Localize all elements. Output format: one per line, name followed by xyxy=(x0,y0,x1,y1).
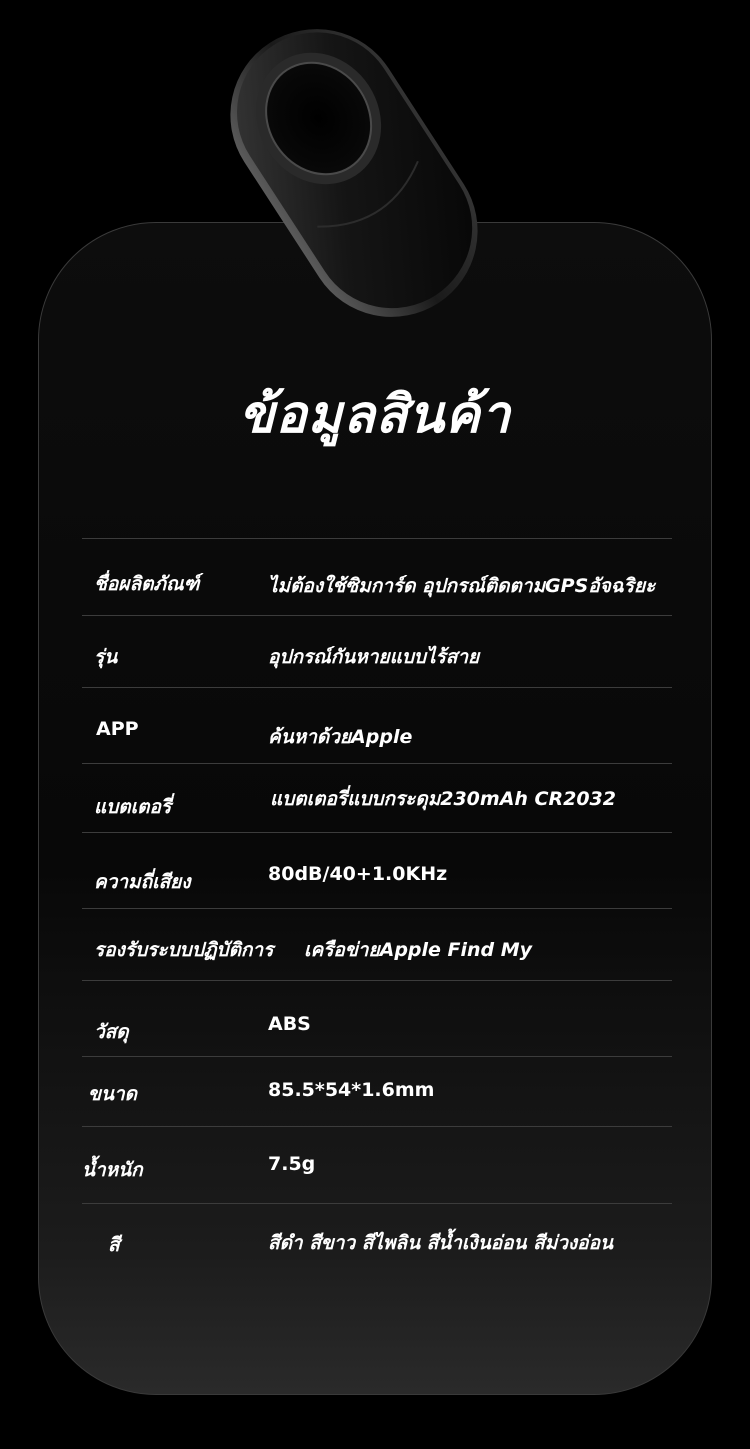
spec-label: น้ำหนัก xyxy=(82,1159,143,1181)
spec-label: แบตเตอรี่ xyxy=(94,796,172,818)
spec-label: รุ่น xyxy=(94,646,118,668)
spec-row-os xyxy=(82,908,672,980)
spec-value: แบตเตอรี่แบบกระดุม230mAh CR2032 xyxy=(270,788,616,810)
spec-row-battery xyxy=(82,763,672,832)
spec-row-product-name xyxy=(82,538,672,615)
spec-label: ชื่อผลิตภัณฑ์ xyxy=(94,573,200,595)
spec-value: 85.5*54*1.6mm xyxy=(268,1079,435,1101)
spec-label: ความถี่เสียง xyxy=(94,871,191,893)
spec-label: รองรับระบบปฏิบัติการ xyxy=(94,939,274,961)
spec-label: วัสดุ xyxy=(94,1021,129,1043)
spec-row-color xyxy=(82,1203,672,1283)
tracker-tag-image xyxy=(224,8,484,338)
spec-row-frequency xyxy=(82,832,672,908)
spec-label: สี xyxy=(108,1234,120,1256)
spec-row-size xyxy=(82,1056,672,1126)
spec-row-weight xyxy=(82,1126,672,1203)
spec-value: อุปกรณ์กันหายแบบไร้สาย xyxy=(268,646,480,668)
page-title: ข้อมูลสินค้า xyxy=(238,384,512,445)
spec-row-material xyxy=(82,980,672,1056)
spec-value: 7.5g xyxy=(268,1153,316,1175)
spec-value: 80dB/40+1.0KHz xyxy=(268,863,448,885)
spec-label: ขนาด xyxy=(88,1083,137,1105)
spec-value: ค้นหาด้วยApple xyxy=(268,726,413,748)
spec-row-app xyxy=(82,687,672,763)
spec-value: ไม่ต้องใช้ซิมการ์ด อุปกรณ์ติดตามGPSอัจฉริยะ xyxy=(268,575,656,597)
spec-table xyxy=(82,538,672,1283)
spec-value: ABS xyxy=(268,1013,311,1035)
spec-value: เครือข่ายApple Find My xyxy=(304,939,533,961)
spec-label: APP xyxy=(96,718,139,740)
spec-value: สีดำ สีขาว สีไพลิน สีน้ำเงินอ่อน สีม่วงอ่อน xyxy=(268,1232,613,1254)
spec-row-model xyxy=(82,615,672,687)
